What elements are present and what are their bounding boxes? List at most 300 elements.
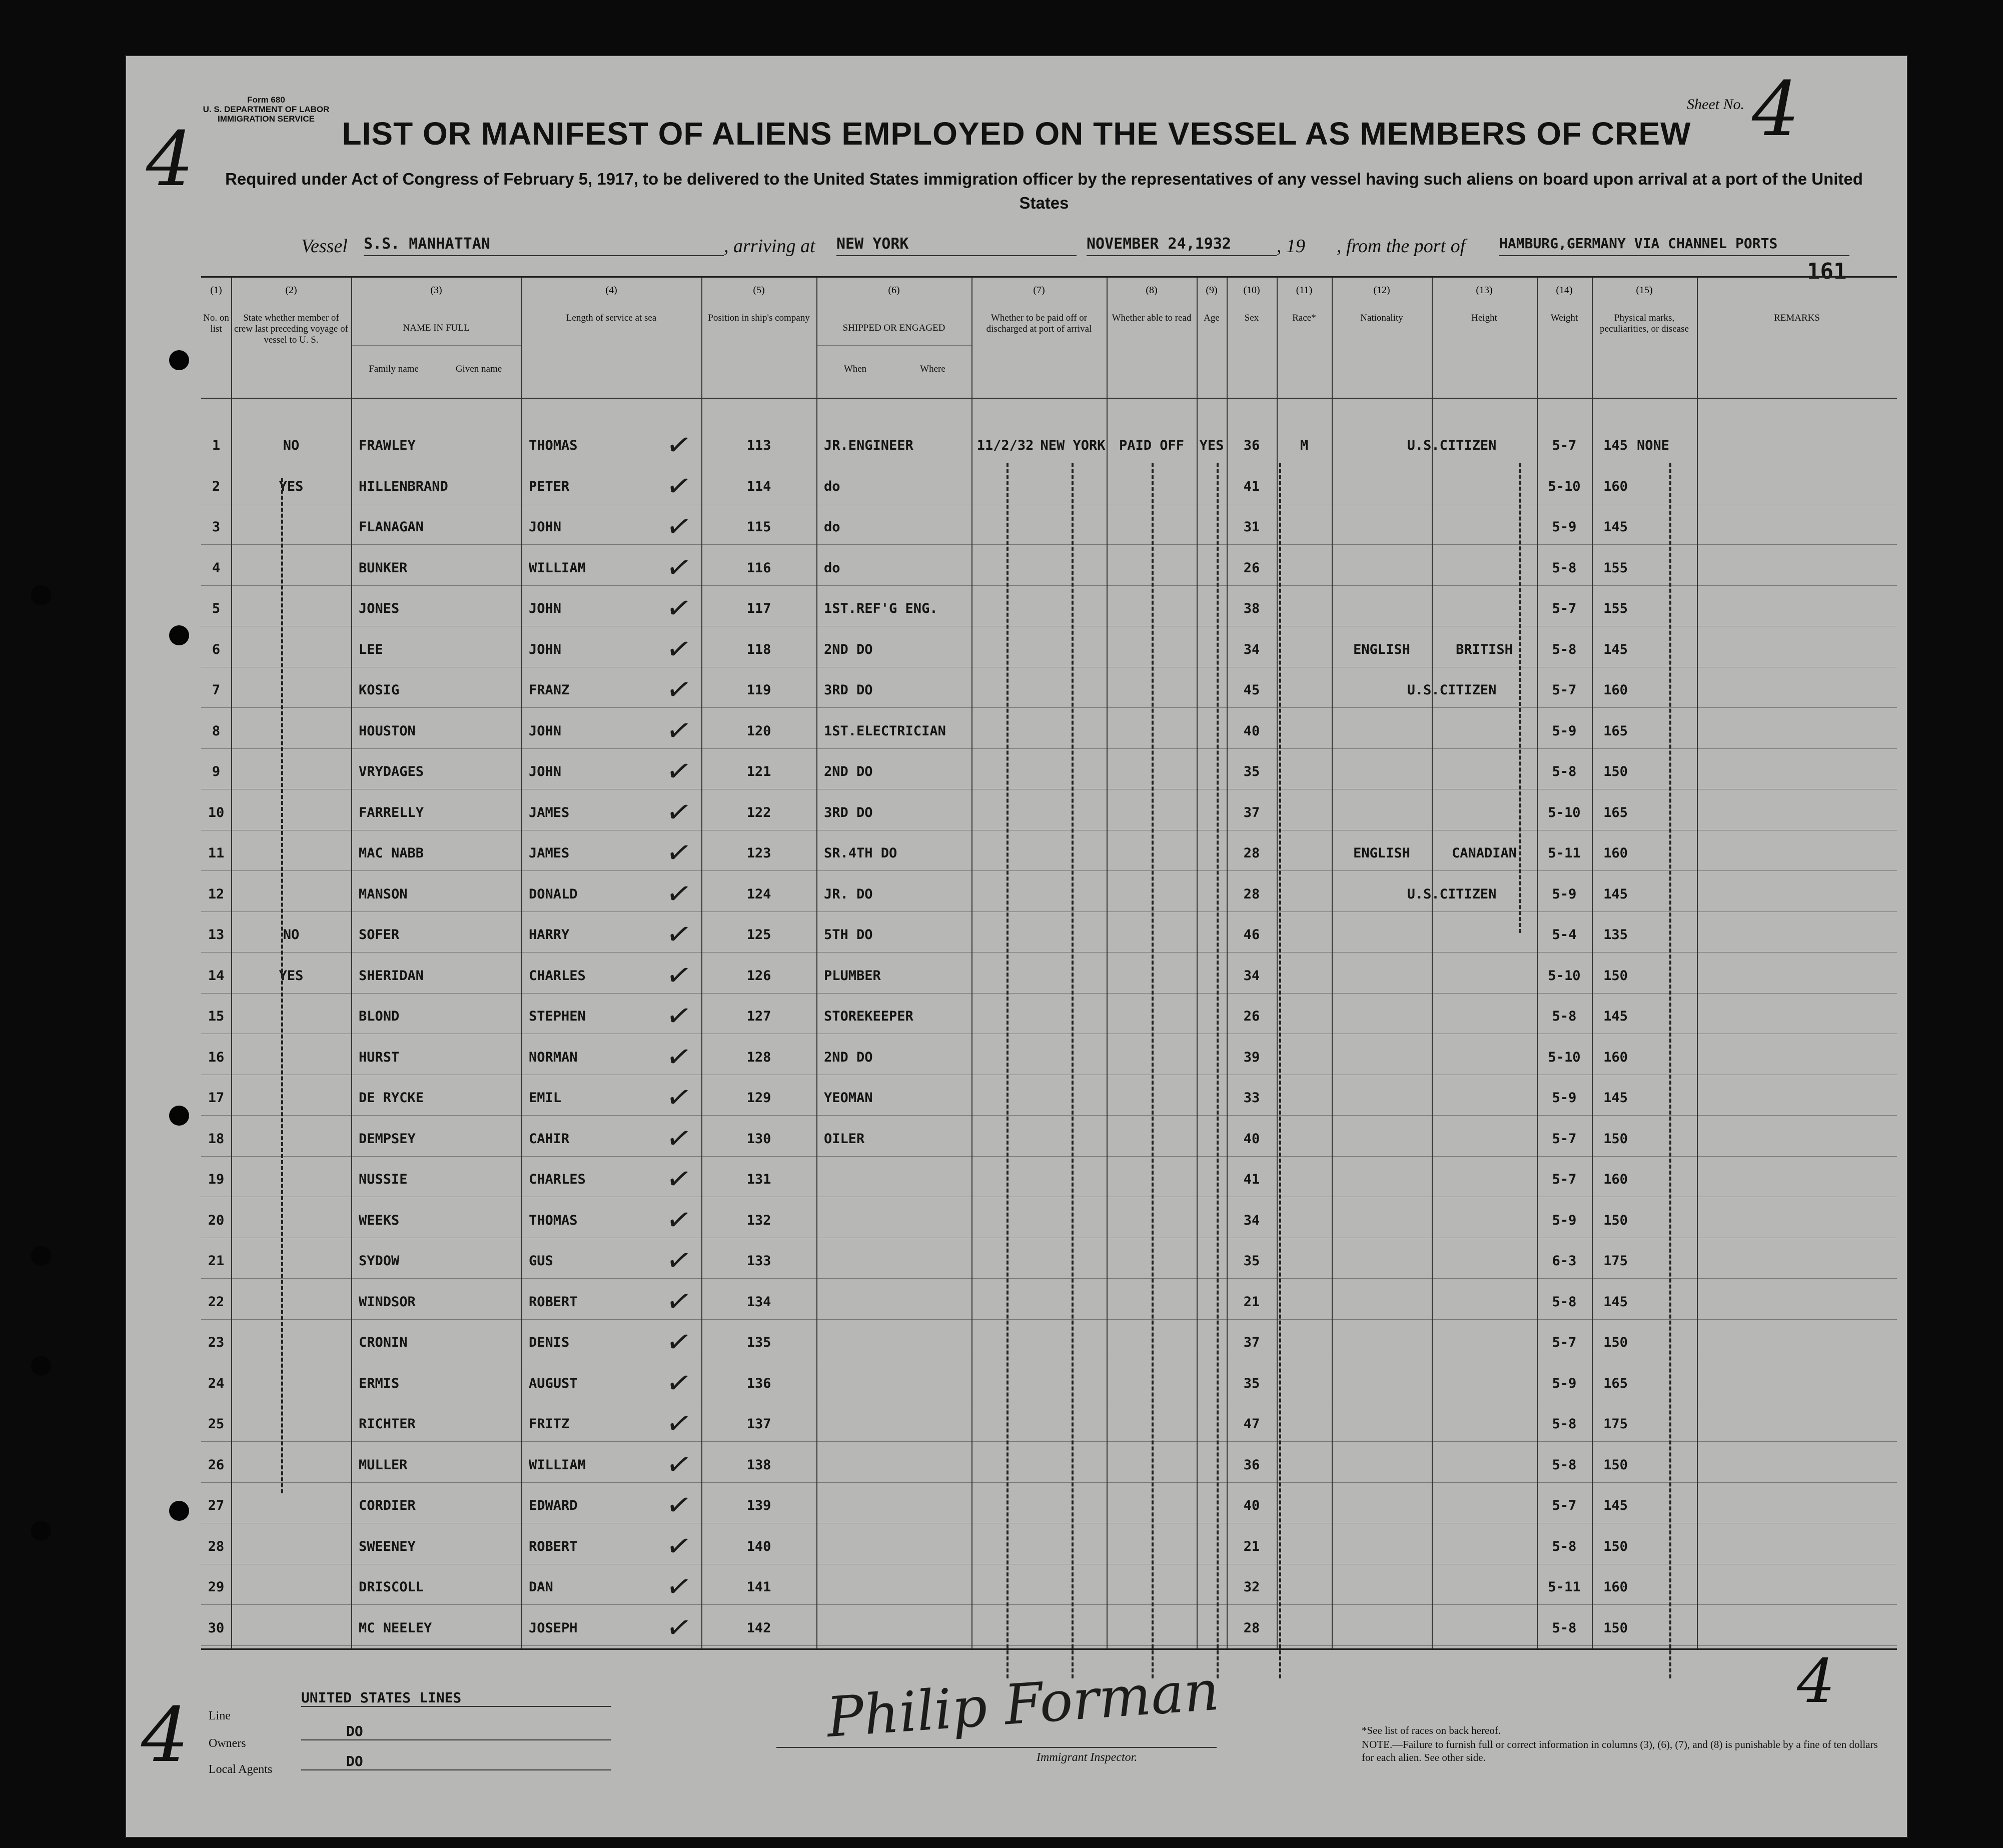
ditto-line xyxy=(1669,463,1671,1678)
cell-race: ENGLISH xyxy=(1353,845,1410,861)
races-note: *See list of races on back hereof. xyxy=(1362,1724,1501,1736)
cell-service: 113 xyxy=(746,438,771,453)
check-mark-icon: ✓ xyxy=(663,670,694,709)
binder-hole xyxy=(169,350,189,370)
cell-age: 33 xyxy=(1243,1090,1260,1106)
header-divider xyxy=(201,398,1897,399)
arrival-port: NEW YORK xyxy=(836,235,1077,256)
departure-port: HAMBURG,GERMANY VIA CHANNEL PORTS xyxy=(1499,235,1849,256)
cell-height: 5-8 xyxy=(1552,1457,1577,1473)
ditto-line xyxy=(1519,463,1521,933)
cell-race: ENGLISH xyxy=(1353,641,1410,657)
cell-family: BUNKER xyxy=(359,560,408,576)
check-mark-icon: ✓ xyxy=(663,1363,694,1403)
cell-no: 7 xyxy=(212,682,221,698)
cell-service: 131 xyxy=(746,1172,771,1187)
cell-family: HOUSTON xyxy=(359,723,416,739)
cell-position: 3RD DO xyxy=(824,804,873,820)
cell-given: CAHIR xyxy=(529,1131,570,1147)
column-header: NAME IN FULL xyxy=(403,323,470,333)
cell-given: ROBERT xyxy=(529,1294,578,1310)
table-row xyxy=(201,748,1897,749)
cell-height: 5-7 xyxy=(1552,1131,1577,1147)
cell-weight: 160 xyxy=(1603,1049,1628,1065)
page-title: LIST OR MANIFEST OF ALIENS EMPLOYED ON THE VESSEL AS MEMBERS OF CREW xyxy=(342,116,1691,152)
cell-weight: 150 xyxy=(1603,1457,1628,1473)
cell-family: WEEKS xyxy=(359,1212,400,1228)
cell-weight: 175 xyxy=(1603,1416,1628,1432)
table-row xyxy=(201,1115,1897,1116)
cell-service: 130 xyxy=(746,1131,771,1147)
cell-position: 2ND DO xyxy=(824,764,873,779)
column-number: (13) xyxy=(1476,285,1493,296)
check-mark-icon: ✓ xyxy=(663,1608,694,1647)
cell-no: 8 xyxy=(212,723,221,739)
cell-height: 5-10 xyxy=(1548,478,1581,494)
column-number: (9) xyxy=(1206,285,1218,296)
binder-hole xyxy=(31,1246,51,1266)
cell-service: 121 xyxy=(746,764,771,779)
cell-nationality: U.S.CITIZEN xyxy=(1407,682,1497,698)
cell-weight: 165 xyxy=(1603,804,1628,820)
cell-no: 9 xyxy=(212,764,221,779)
table-row xyxy=(201,952,1897,953)
cell-service: 124 xyxy=(746,886,771,902)
cell-family: MANSON xyxy=(359,886,408,902)
cell-service: 134 xyxy=(746,1294,771,1310)
column-divider xyxy=(1277,278,1278,1648)
cell-age: 38 xyxy=(1243,601,1260,616)
cell-height: 6-3 xyxy=(1552,1253,1577,1269)
cell-no: 30 xyxy=(208,1620,225,1636)
column-header: REMARKS xyxy=(1774,313,1820,323)
cell-height: 5-8 xyxy=(1552,1294,1577,1310)
column-header: Weight xyxy=(1550,313,1578,323)
cell-family: MC NEELEY xyxy=(359,1620,432,1636)
cell-position: JR.ENGINEER xyxy=(824,438,913,453)
table-row xyxy=(201,870,1897,871)
column-divider xyxy=(701,278,702,1648)
check-mark-icon: ✓ xyxy=(663,752,694,791)
cell-weight: 155 xyxy=(1603,601,1628,616)
check-mark-icon: ✓ xyxy=(663,1486,694,1525)
check-mark-icon: ✓ xyxy=(663,1323,694,1362)
ditto-line xyxy=(1072,463,1074,1678)
department-name: U. S. DEPARTMENT OF LABOR xyxy=(203,105,330,114)
column-subheader: Family name xyxy=(369,364,419,374)
cell-height: 5-7 xyxy=(1552,1335,1577,1350)
cell-age: 41 xyxy=(1243,1172,1260,1187)
cell-given: DONALD xyxy=(529,886,578,902)
cell-position: PLUMBER xyxy=(824,968,881,984)
subheader-divider xyxy=(816,345,971,346)
service-name: IMMIGRATION SERVICE xyxy=(218,114,315,124)
cell-given: DENIS xyxy=(529,1335,570,1350)
cell-given: ROBERT xyxy=(529,1538,578,1554)
cell-position: do xyxy=(824,560,840,576)
ditto-line xyxy=(1217,463,1219,1678)
table-row xyxy=(201,993,1897,994)
cell-family: SYDOW xyxy=(359,1253,400,1269)
cell-weight: 135 xyxy=(1603,927,1628,943)
column-divider xyxy=(1332,278,1333,1648)
cell-height: 5-4 xyxy=(1552,927,1577,943)
cell-family: WINDSOR xyxy=(359,1294,416,1310)
sheet-number: 4 xyxy=(1752,66,1800,153)
binder-hole xyxy=(169,1501,189,1521)
cell-no: 15 xyxy=(208,1009,225,1024)
check-mark-icon: ✓ xyxy=(663,1526,694,1566)
ditto-line xyxy=(1152,463,1154,1678)
cell-family: BLOND xyxy=(359,1009,400,1024)
cell-age: 28 xyxy=(1243,886,1260,902)
cell-no: 21 xyxy=(208,1253,225,1269)
cell-age: 21 xyxy=(1243,1294,1260,1310)
cell-age: 40 xyxy=(1243,1498,1260,1513)
check-mark-icon: ✓ xyxy=(663,833,694,872)
cell-family: DRISCOLL xyxy=(359,1579,424,1595)
vessel-label: Vessel xyxy=(301,236,348,257)
check-mark-icon: ✓ xyxy=(663,1404,694,1443)
column-number: (5) xyxy=(753,285,765,296)
column-divider xyxy=(816,278,817,1648)
cell-service: 117 xyxy=(746,601,771,616)
column-divider xyxy=(351,278,352,1648)
check-mark-icon: ✓ xyxy=(663,1078,694,1117)
cell-given: JOHN xyxy=(529,641,562,657)
check-mark-icon: ✓ xyxy=(663,997,694,1036)
column-number: (2) xyxy=(285,285,297,296)
column-number: (6) xyxy=(888,285,900,296)
cell-service: 135 xyxy=(746,1335,771,1350)
cell-position: STOREKEEPER xyxy=(824,1009,913,1024)
cell-given: CHARLES xyxy=(529,1172,586,1187)
vessel-name: S.S. MANHATTAN xyxy=(364,235,724,256)
cell-no: 5 xyxy=(212,601,221,616)
check-mark-icon: ✓ xyxy=(663,1037,694,1077)
cell-given: CHARLES xyxy=(529,968,586,984)
cell-age: 39 xyxy=(1243,1049,1260,1065)
cell-no: 26 xyxy=(208,1457,225,1473)
cell-height: 5-9 xyxy=(1552,886,1577,902)
cell-no: 12 xyxy=(208,886,225,902)
cell-family: JONES xyxy=(359,601,400,616)
column-number: (12) xyxy=(1373,285,1390,296)
ditto-line xyxy=(1279,463,1281,1678)
cell-service: 120 xyxy=(746,723,771,739)
cell-height: 5-7 xyxy=(1552,601,1577,616)
cell-given: EDWARD xyxy=(529,1498,578,1513)
cell-weight: 150 xyxy=(1603,1212,1628,1228)
table-row xyxy=(201,1441,1897,1442)
cell-weight: 145 xyxy=(1603,1294,1628,1310)
cell-given: JOHN xyxy=(529,601,562,616)
agents-label: Local Agents xyxy=(209,1763,273,1776)
cell-family: KOSIG xyxy=(359,682,400,698)
cell-weight: 145 xyxy=(1603,1498,1628,1513)
cell-age: 34 xyxy=(1243,968,1260,984)
table-row xyxy=(201,544,1897,545)
cell-weight: 150 xyxy=(1603,1620,1628,1636)
cell-position: do xyxy=(824,478,840,494)
column-number: (11) xyxy=(1296,285,1313,296)
cell-position: 5TH DO xyxy=(824,927,873,943)
table-row xyxy=(201,1482,1897,1483)
cell-no: 14 xyxy=(208,968,225,984)
cell-age: 36 xyxy=(1243,1457,1260,1473)
cell-height: 5-7 xyxy=(1552,1498,1577,1513)
cell-no: 24 xyxy=(208,1375,225,1391)
cell-given: EMIL xyxy=(529,1090,562,1106)
column-divider xyxy=(1197,278,1198,1648)
cell-height: 5-9 xyxy=(1552,1212,1577,1228)
manifest-sheet xyxy=(125,55,1908,1838)
column-number: (4) xyxy=(605,285,617,296)
column-header: State whether member of crew last preceding voyage of vessel to U. S. xyxy=(234,313,348,345)
column-header: Sex xyxy=(1244,313,1259,323)
column-number: (14) xyxy=(1556,285,1573,296)
cell-given: JOHN xyxy=(529,764,562,779)
cell-age: 31 xyxy=(1243,519,1260,535)
column-divider xyxy=(1537,278,1538,1648)
cell-given: WILLIAM xyxy=(529,1457,586,1473)
column-divider xyxy=(521,278,522,1648)
cell-weight: 155 xyxy=(1603,560,1628,576)
cell-weight: 145 xyxy=(1603,1090,1628,1106)
handwritten-left-mark: 4 xyxy=(146,116,194,203)
cell-weight: 145 xyxy=(1603,1009,1628,1024)
cell-age: 26 xyxy=(1243,560,1260,576)
inspector-signature: Philip Forman xyxy=(824,1658,1222,1750)
cell-no: 28 xyxy=(208,1538,225,1554)
cell-no: 16 xyxy=(208,1049,225,1065)
cell-height: 5-8 xyxy=(1552,1416,1577,1432)
cell-service: 119 xyxy=(746,682,771,698)
cell-age: 21 xyxy=(1243,1538,1260,1554)
cell-weight: 150 xyxy=(1603,968,1628,984)
check-mark-icon: ✓ xyxy=(663,507,694,546)
footer-right-mark: 4 xyxy=(1797,1647,1835,1716)
cell-weight: 160 xyxy=(1603,845,1628,861)
cell-age: 32 xyxy=(1243,1579,1260,1595)
column-subheader: When xyxy=(843,364,867,374)
binder-hole xyxy=(31,1356,51,1376)
cell-weight: 160 xyxy=(1603,1579,1628,1595)
cell-position: SR.4TH DO xyxy=(824,845,897,861)
cell-height: 5-10 xyxy=(1548,1049,1581,1065)
cell-given: JAMES xyxy=(529,804,570,820)
inspector-label: Immigrant Inspector. xyxy=(1037,1751,1138,1764)
binder-hole xyxy=(31,1521,51,1541)
cell-no: 25 xyxy=(208,1416,225,1432)
table-row xyxy=(201,707,1897,708)
cell-age: 36 xyxy=(1243,438,1260,453)
cell-family: FARRELLY xyxy=(359,804,424,820)
cell-service: 129 xyxy=(746,1090,771,1106)
cell-service: 141 xyxy=(746,1579,771,1595)
column-header: Height xyxy=(1471,313,1497,323)
cell-nationality: CANADIAN xyxy=(1451,845,1517,861)
cell-service: 139 xyxy=(746,1498,771,1513)
binder-hole xyxy=(169,1106,189,1126)
from-port-label: , from the port of xyxy=(1337,236,1466,257)
cell-given: JOSEPH xyxy=(529,1620,578,1636)
cell-age: 35 xyxy=(1243,1253,1260,1269)
arriving-label: , arriving at xyxy=(724,236,815,257)
cell-no: 22 xyxy=(208,1294,225,1310)
owners-label: Owners xyxy=(209,1737,246,1750)
cell-service: 114 xyxy=(746,478,771,494)
cell-service: 138 xyxy=(746,1457,771,1473)
column-header: Whether to be paid off or discharged at port of arrival xyxy=(986,313,1092,334)
cell-given: JOHN xyxy=(529,723,562,739)
cell-service: 118 xyxy=(746,641,771,657)
check-mark-icon: ✓ xyxy=(663,956,694,995)
check-mark-icon: ✓ xyxy=(663,874,694,913)
cell-family: MULLER xyxy=(359,1457,408,1473)
column-number: (3) xyxy=(430,285,442,296)
column-header: Position in ship's company xyxy=(708,313,810,323)
cell-no: 27 xyxy=(208,1498,225,1513)
cell-weight: 145 xyxy=(1603,519,1628,535)
table-row xyxy=(201,1319,1897,1320)
cell-weight: 145 xyxy=(1603,886,1628,902)
cell-height: 5-8 xyxy=(1552,560,1577,576)
cell-paid: PAID OFF xyxy=(1119,438,1185,453)
cell-position: do xyxy=(824,519,840,535)
cell-service: 142 xyxy=(746,1620,771,1636)
cell-given: JAMES xyxy=(529,845,570,861)
cell-age: 35 xyxy=(1243,764,1260,779)
cell-given: THOMAS xyxy=(529,438,578,453)
cell-weight: 150 xyxy=(1603,1335,1628,1350)
column-subheader: Given name xyxy=(455,364,502,374)
check-mark-icon: ✓ xyxy=(663,915,694,954)
cell-prev: YES xyxy=(279,478,304,494)
cell-height: 5-10 xyxy=(1548,968,1581,984)
cell-position: 1ST.REF'G ENG. xyxy=(824,601,938,616)
cell-sex: M xyxy=(1300,438,1309,453)
cell-height: 5-7 xyxy=(1552,682,1577,698)
crew-table xyxy=(201,276,1897,1650)
arrival-date: NOVEMBER 24,1932 xyxy=(1087,235,1277,256)
check-mark-icon: ✓ xyxy=(663,711,694,750)
cell-service: 128 xyxy=(746,1049,771,1065)
footer-left-mark: 4 xyxy=(141,1692,189,1779)
cell-no: 13 xyxy=(208,927,225,943)
cell-weight: 165 xyxy=(1603,723,1628,739)
cell-height: 5-8 xyxy=(1552,641,1577,657)
cell-weight: 145 xyxy=(1603,438,1628,453)
cell-family: NUSSIE xyxy=(359,1172,408,1187)
cell-weight: 160 xyxy=(1603,682,1628,698)
cell-no: 11 xyxy=(208,845,225,861)
cell-family: SOFER xyxy=(359,927,400,943)
cell-given: FRANZ xyxy=(529,682,570,698)
cell-service: 127 xyxy=(746,1009,771,1024)
cell-service: 116 xyxy=(746,560,771,576)
cell-weight: 150 xyxy=(1603,764,1628,779)
cell-given: STEPHEN xyxy=(529,1009,586,1024)
subheader-divider xyxy=(351,345,521,346)
owners-value: DO xyxy=(301,1723,611,1740)
column-divider xyxy=(1697,278,1698,1648)
cell-family: DE RYCKE xyxy=(359,1090,424,1106)
column-subheader: Where xyxy=(920,364,945,374)
cell-weight: 175 xyxy=(1603,1253,1628,1269)
agents-value: DO xyxy=(301,1753,611,1770)
column-divider xyxy=(1592,278,1593,1648)
cell-height: 5-7 xyxy=(1552,1172,1577,1187)
cell-height: 5-11 xyxy=(1548,1579,1581,1595)
cell-given: FRITZ xyxy=(529,1416,570,1432)
cell-height: 5-8 xyxy=(1552,1538,1577,1554)
stamp-number: 161 xyxy=(1807,259,1847,284)
column-number: (15) xyxy=(1636,285,1653,296)
cell-no: 2 xyxy=(212,478,221,494)
cell-family: RICHTER xyxy=(359,1416,416,1432)
cell-age: 28 xyxy=(1243,1620,1260,1636)
line-value: UNITED STATES LINES xyxy=(301,1689,611,1707)
cell-age: 37 xyxy=(1243,1335,1260,1350)
cell-weight: 160 xyxy=(1603,1172,1628,1187)
column-number: (8) xyxy=(1146,285,1158,296)
check-mark-icon: ✓ xyxy=(663,1282,694,1321)
cell-no: 23 xyxy=(208,1335,225,1350)
column-header: SHIPPED OR ENGAGED xyxy=(842,323,945,333)
table-row xyxy=(201,1645,1897,1646)
cell-age: 40 xyxy=(1243,1131,1260,1147)
cell-weight: 165 xyxy=(1603,1375,1628,1391)
cell-position: YEOMAN xyxy=(824,1090,873,1106)
check-mark-icon: ✓ xyxy=(663,1567,694,1606)
cell-age: 34 xyxy=(1243,1212,1260,1228)
cell-nationality: U.S.CITIZEN xyxy=(1407,886,1497,902)
cell-no: 3 xyxy=(212,519,221,535)
cell-prev: YES xyxy=(279,968,304,984)
check-mark-icon: ✓ xyxy=(663,426,694,465)
cell-height: 5-8 xyxy=(1552,764,1577,779)
cell-family: HILLENBRAND xyxy=(359,478,448,494)
cell-height: 5-9 xyxy=(1552,519,1577,535)
form-number: Form 680 xyxy=(247,95,285,105)
signature-line xyxy=(776,1747,1217,1748)
column-header: Physical marks, peculiarities, or disease xyxy=(1600,313,1689,334)
cell-no: 19 xyxy=(208,1172,225,1187)
cell-age: 45 xyxy=(1243,682,1260,698)
cell-position: 2ND DO xyxy=(824,641,873,657)
cell-family: HURST xyxy=(359,1049,400,1065)
cell-service: 137 xyxy=(746,1416,771,1432)
cell-no: 1 xyxy=(212,438,221,453)
sheet-label: Sheet No. xyxy=(1687,96,1744,113)
page-subtitle: Required under Act of Congress of February 5, 1917, to be delivered to the United States immigration officer by the representatives of any vessel having such aliens on board upon arrival at a port of the United States xyxy=(225,170,1863,212)
cell-position: 3RD DO xyxy=(824,682,873,698)
cell-no: 20 xyxy=(208,1212,225,1228)
cell-no: 29 xyxy=(208,1579,225,1595)
column-header: Race* xyxy=(1292,313,1316,323)
cell-age: 28 xyxy=(1243,845,1260,861)
cell-no: 17 xyxy=(208,1090,225,1106)
cell-service: 136 xyxy=(746,1375,771,1391)
cell-service: 132 xyxy=(746,1212,771,1228)
cell-age: 34 xyxy=(1243,641,1260,657)
cell-service: 122 xyxy=(746,804,771,820)
cell-given: WILLIAM xyxy=(529,560,586,576)
column-header: Whether able to read xyxy=(1112,313,1192,323)
table-row xyxy=(201,585,1897,586)
cell-age: 26 xyxy=(1243,1009,1260,1024)
